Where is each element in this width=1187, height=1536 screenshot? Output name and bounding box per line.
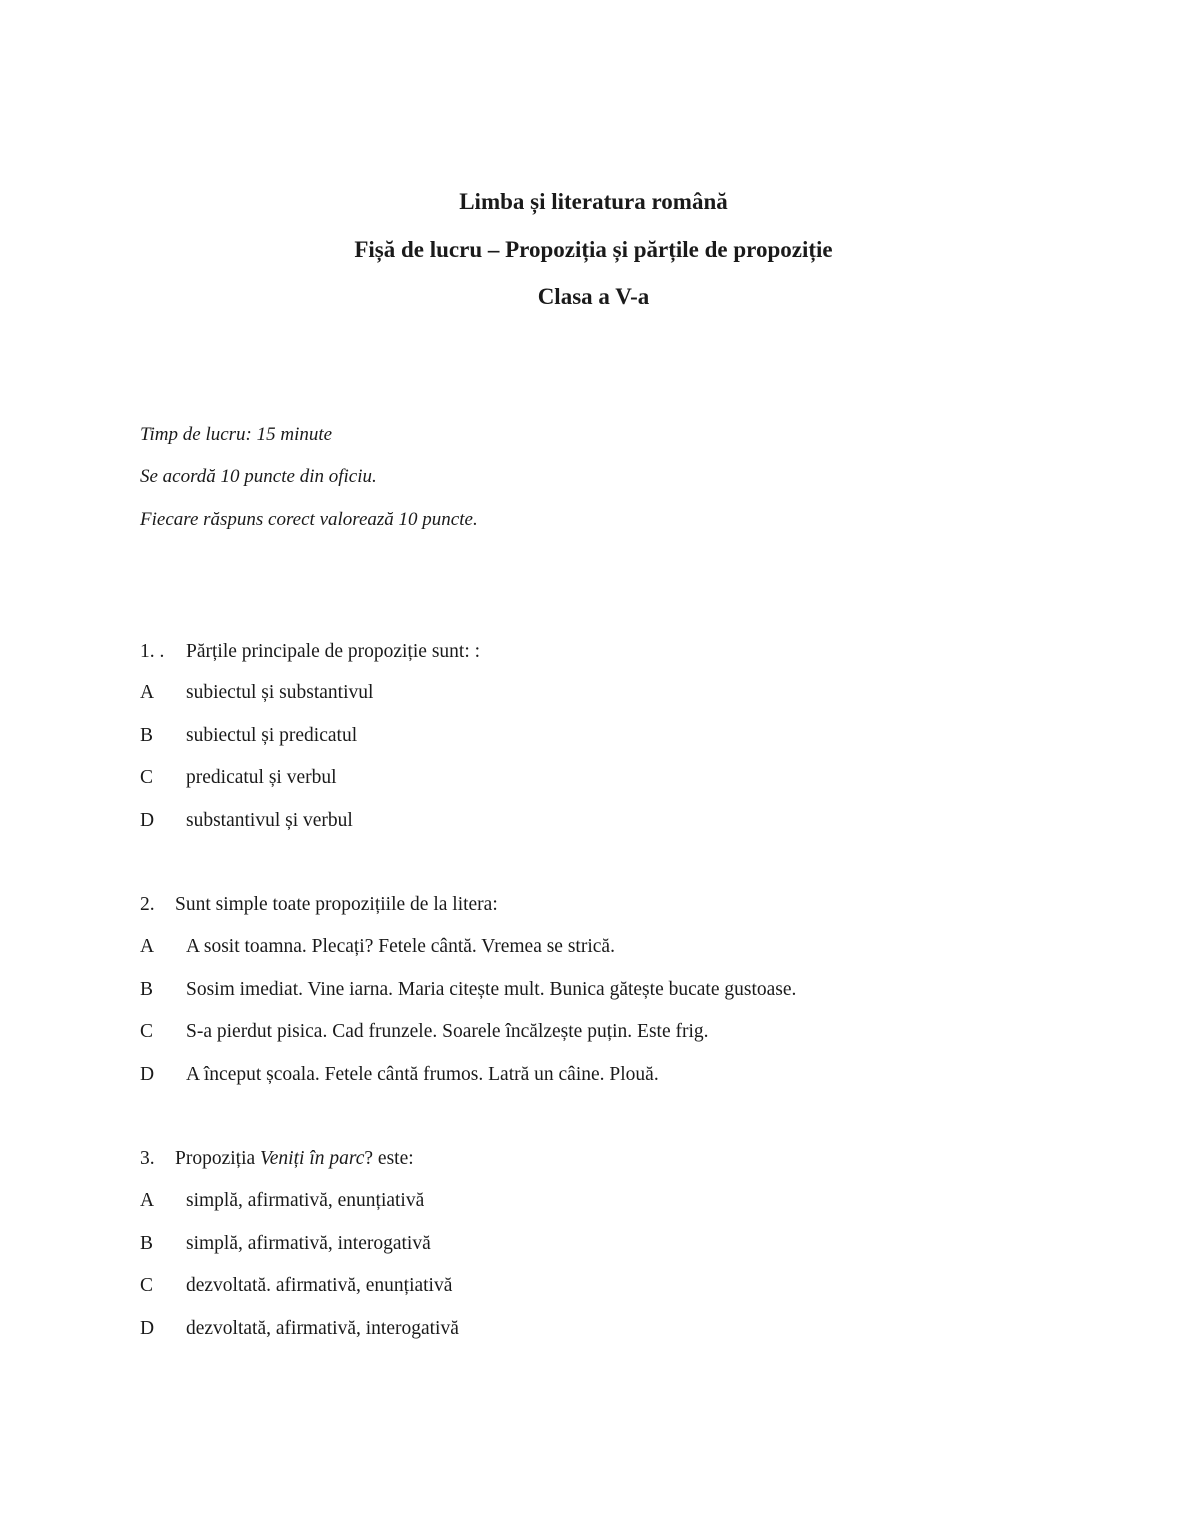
option-letter: C <box>140 1275 154 1296</box>
option-letter: C <box>140 1021 154 1042</box>
option-letter: A <box>140 1190 155 1211</box>
option-text: predicatul și verbul <box>186 767 337 788</box>
question-number: 3. <box>140 1148 155 1169</box>
question-text-italic: Veniți în parc <box>260 1148 365 1169</box>
question-2 <box>140 893 498 917</box>
question-1-option-c <box>140 766 337 790</box>
scoring-instruction: Fiecare răspuns corect valorează 10 puncte. <box>140 509 478 530</box>
option-text: simplă, afirmativă, interogativă <box>186 1233 431 1254</box>
question-1 <box>140 640 480 664</box>
class-title: Clasa a V-a <box>537 284 650 309</box>
question-3-option-a <box>140 1189 424 1213</box>
time-instruction: Timp de lucru: 15 minute <box>140 424 333 445</box>
question-text: Sunt simple toate propozițiile de la litera: <box>175 894 498 915</box>
question-3-option-c <box>140 1274 452 1298</box>
option-text: simplă, afirmativă, enunțiativă <box>186 1190 425 1211</box>
question-2-option-c <box>140 1020 709 1044</box>
option-text: A sosit toamna. Plecați? Fetele cântă. Vremea se strică. <box>186 936 615 957</box>
question-text: Părțile principale de propoziție sunt: : <box>186 641 481 662</box>
option-text: subiectul și predicatul <box>186 725 358 746</box>
option-text: S-a pierdut pisica. Cad frunzele. Soarele încălzește puțin. Este frig. <box>186 1021 709 1042</box>
question-1-option-b <box>140 724 357 748</box>
option-text: subiectul și substantivul <box>186 682 374 703</box>
option-text: substantivul și verbul <box>186 810 353 831</box>
question-text-before: Propoziția <box>175 1148 261 1169</box>
question-text-after: ? este: <box>364 1148 414 1169</box>
question-3-option-b <box>140 1232 431 1256</box>
question-3-option-d <box>140 1317 459 1341</box>
option-letter: D <box>140 810 155 831</box>
option-text: A început școala. Fetele cântă frumos. Latră un câine. Plouă. <box>186 1064 659 1085</box>
question-1-option-a <box>140 681 373 705</box>
subject-title: Limba și literatura română <box>459 189 728 214</box>
option-letter: A <box>140 682 155 703</box>
question-1-option-d <box>140 809 353 833</box>
question-2-option-d <box>140 1063 659 1087</box>
question-text <box>175 1147 414 1171</box>
bonus-instruction: Se acordă 10 puncte din oficiu. <box>140 466 377 487</box>
option-letter: A <box>140 936 155 957</box>
option-letter: B <box>140 725 154 746</box>
option-letter: D <box>140 1064 155 1085</box>
question-2-option-a <box>140 935 615 959</box>
option-text: dezvoltată. afirmativă, enunțiativă <box>186 1275 453 1296</box>
worksheet-title: Fișă de lucru – Propoziția și părțile de propoziție <box>354 237 833 262</box>
question-number: 2. <box>140 894 155 915</box>
option-letter: B <box>140 979 154 1000</box>
option-text: Sosim imediat. Vine iarna. Maria citește mult. Bunica gătește bucate gustoase. <box>186 979 797 1000</box>
option-letter: C <box>140 767 154 788</box>
option-letter: D <box>140 1318 155 1339</box>
question-number: 1. . <box>140 641 165 662</box>
question-2-option-b <box>140 978 796 1002</box>
option-letter: B <box>140 1233 154 1254</box>
option-text: dezvoltată, afirmativă, interogativă <box>186 1318 459 1339</box>
question-3 <box>140 1147 414 1171</box>
